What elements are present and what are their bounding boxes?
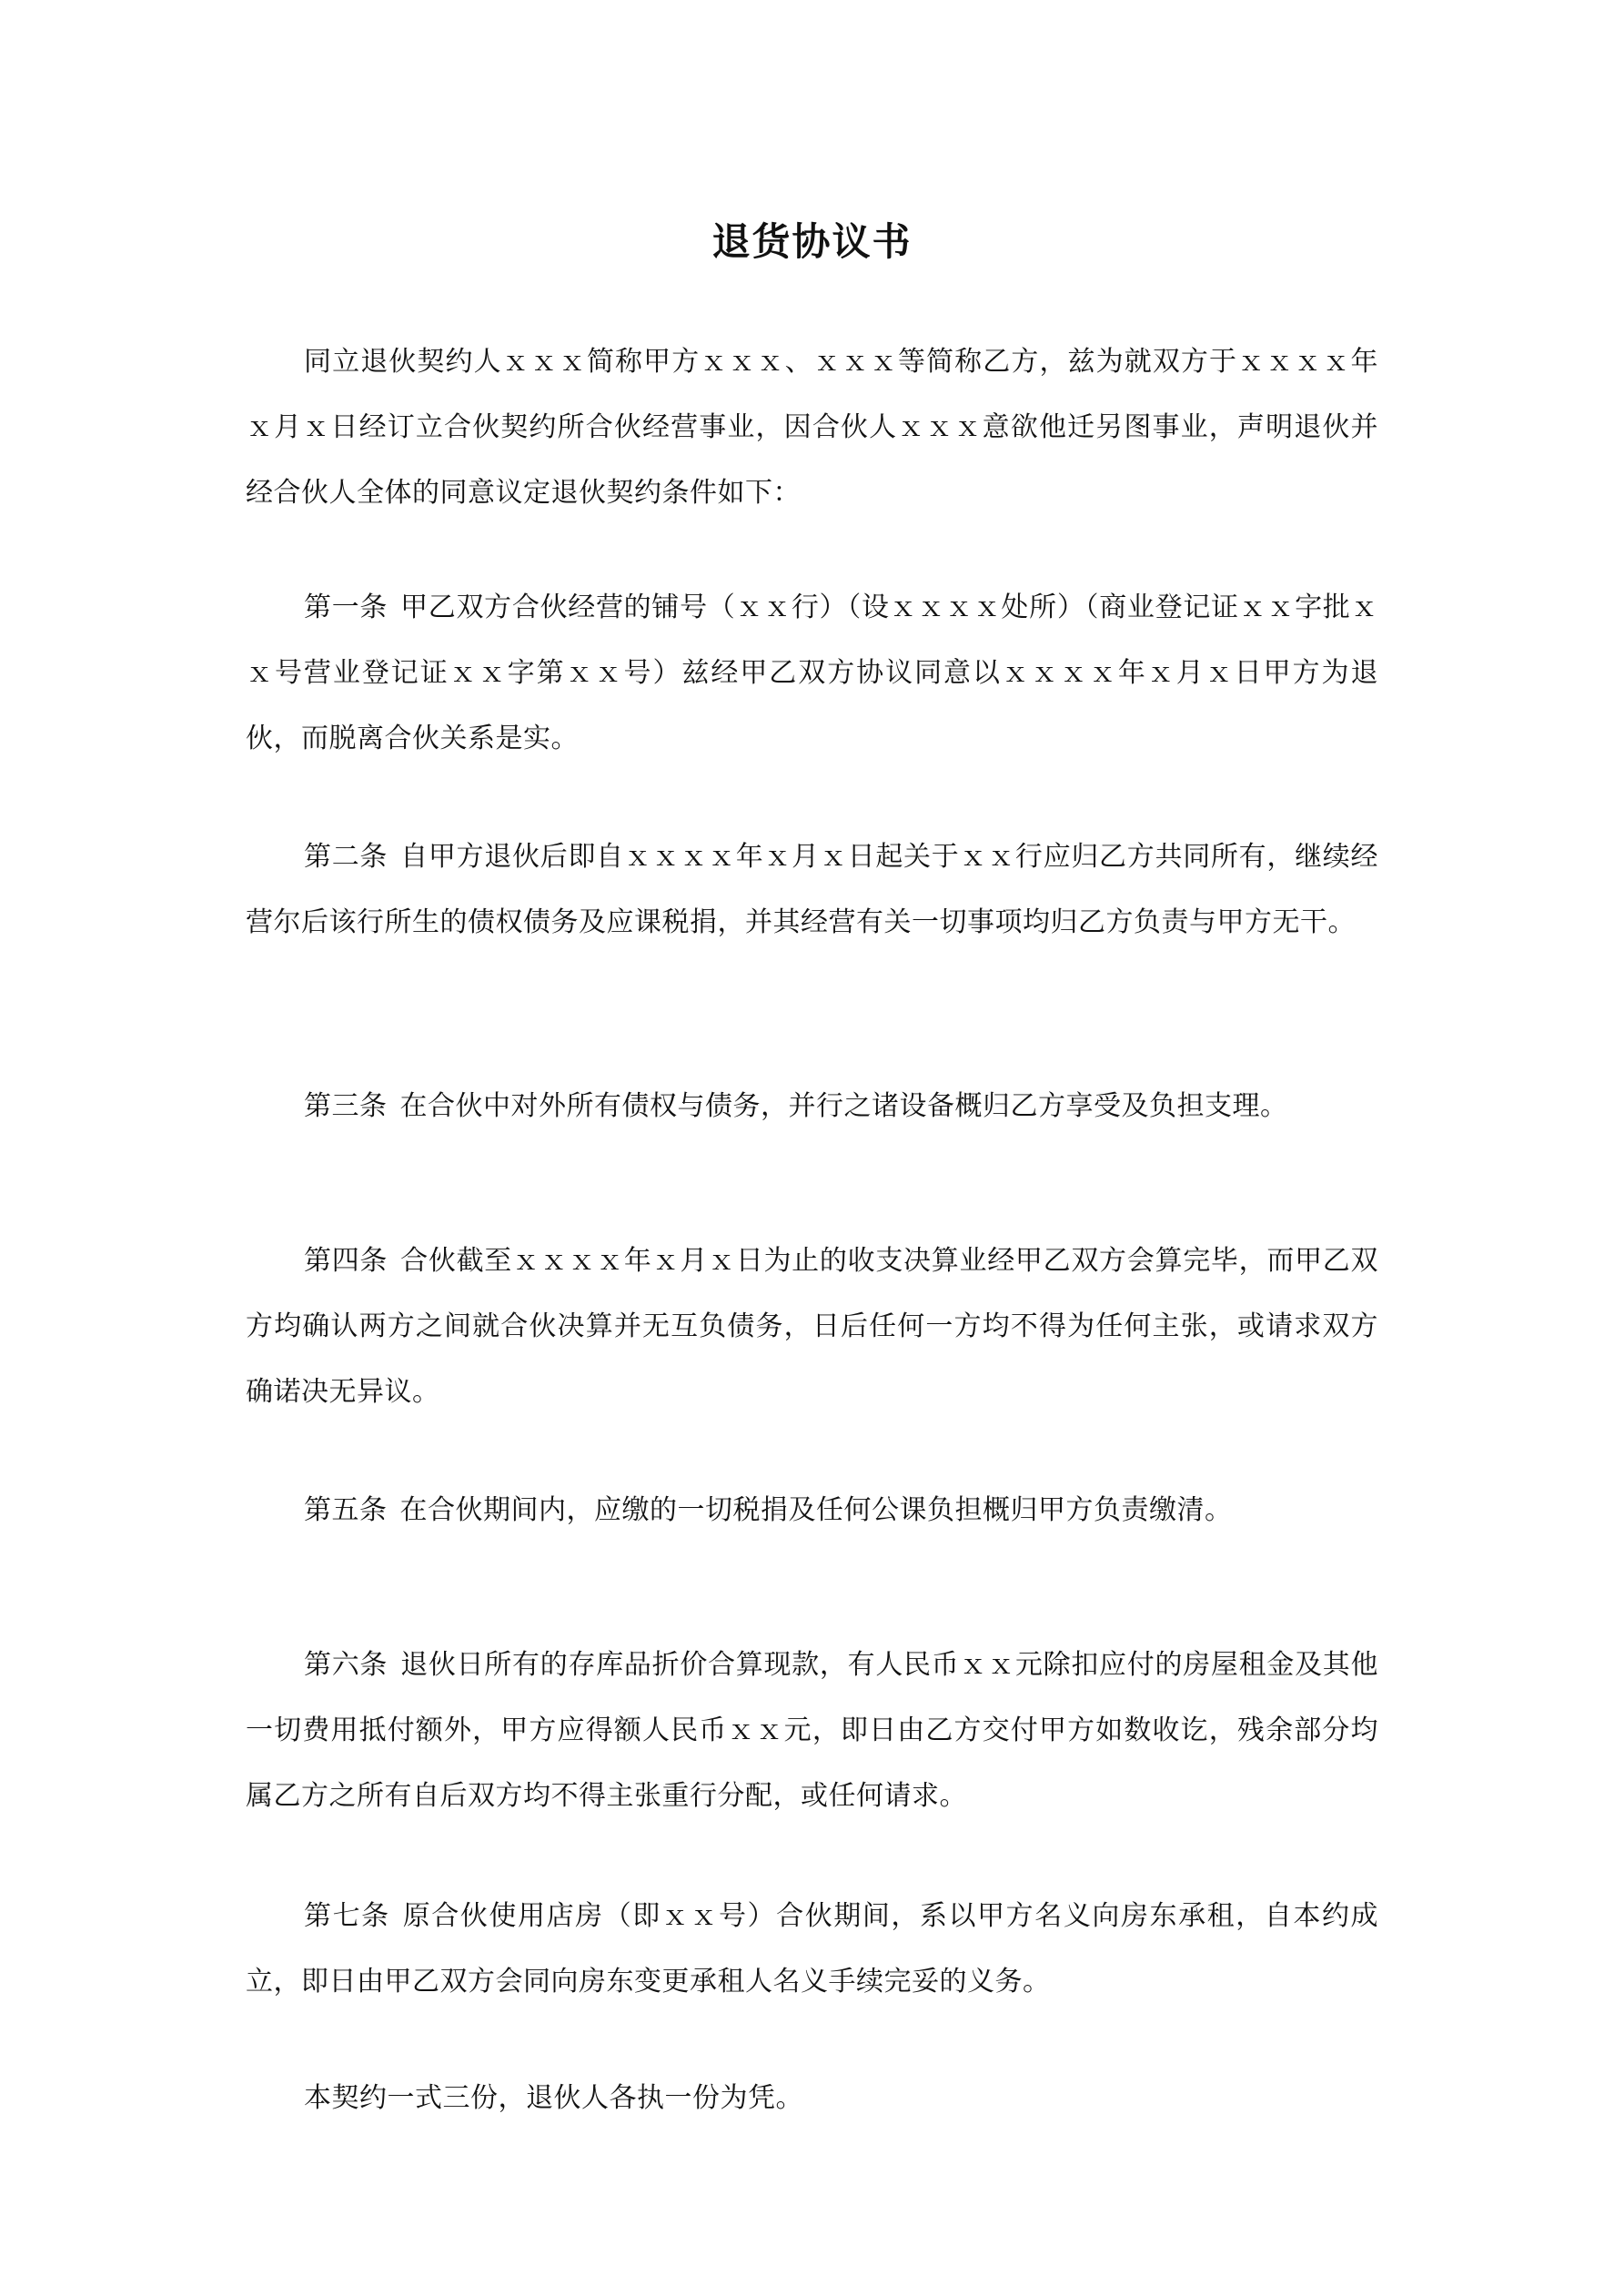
article-4-text: 合伙截至ｘｘｘｘ年ｘ月ｘ日为止的收支决算业经甲乙双方会算完毕，而甲乙双方均确认两方之间就合伙决算并无互负债务，日后任何一方均不得为任何主张，或请求双方确诺决无异议。	[246, 1245, 1379, 1408]
article-1	[246, 575, 1378, 772]
article-7-number: 第七条	[304, 1900, 390, 1932]
document-page	[246, 0, 1378, 2296]
article-4	[246, 1229, 1378, 1425]
article-5	[246, 1478, 1378, 1543]
article-7-text: 原合伙使用店房（即ｘｘ号）合伙期间，系以甲方名义向房东承租，自本约成立，即日由甲乙双方会同向房东变更承租人名义手续完妥的义务。	[246, 1900, 1379, 1998]
article-1-text: 甲乙双方合伙经营的铺号（ｘｘ行）（设ｘｘｘｘ处所）（商业登记证ｘｘ字批ｘｘ号营业登记证ｘｘ字第ｘｘ号）兹经甲乙双方协议同意以ｘｘｘｘ年ｘ月ｘ日甲方为退伙，而脱离合伙关系是实。	[246, 592, 1379, 754]
article-3-number: 第三条	[304, 1090, 388, 1122]
article-2-text: 自甲方退伙后即自ｘｘｘｘ年ｘ月ｘ日起关于ｘｘ行应归乙方共同所有，继续经营尔后该行所生的债权债务及应课税捐，并其经营有关一切事项均归乙方负责与甲方无干。	[246, 841, 1379, 938]
document-title: 退货协议书	[711, 219, 913, 264]
article-2	[246, 824, 1378, 956]
article-2-number: 第二条	[304, 841, 388, 873]
closing-paragraph: 本契约一式三份，退伙人各执一份为凭。	[304, 2082, 803, 2114]
article-3-text: 在合伙中对外所有债权与债务，并行之诸设备概归乙方享受及负担支理。	[399, 1090, 1288, 1122]
preamble-paragraph: 同立退伙契约人ｘｘｘ简称甲方ｘｘｘ、ｘｘｘ等简称乙方，兹为就双方于ｘｘｘｘ年ｘ月ｘ日经订立合伙契约所合伙经营事业，因合伙人ｘｘｘ意欲他迁另图事业，声明退伙并经合伙人全体的同意议定退伙契约条件如下：	[246, 346, 1378, 509]
article-5-text: 在合伙期间内，应缴的一切税捐及任何公课负担概归甲方负责缴清。	[399, 1494, 1233, 1526]
article-6-number: 第六条	[304, 1649, 388, 1681]
article-4-number: 第四条	[304, 1245, 388, 1277]
article-3	[246, 1074, 1378, 1139]
article-6-text: 退伙日所有的存库品折价合算现款，有人民币ｘｘ元除扣应付的房屋租金及其他一切费用抵付额外，甲方应得额人民币ｘｘ元，即日由乙方交付甲方如数收讫，残余部分均属乙方之所有自后双方均不得主张重行分配，或任何请求。	[246, 1649, 1379, 1812]
article-1-number: 第一条	[304, 592, 388, 623]
article-7	[246, 1884, 1378, 2015]
article-6	[246, 1633, 1378, 1829]
article-5-number: 第五条	[304, 1494, 388, 1526]
